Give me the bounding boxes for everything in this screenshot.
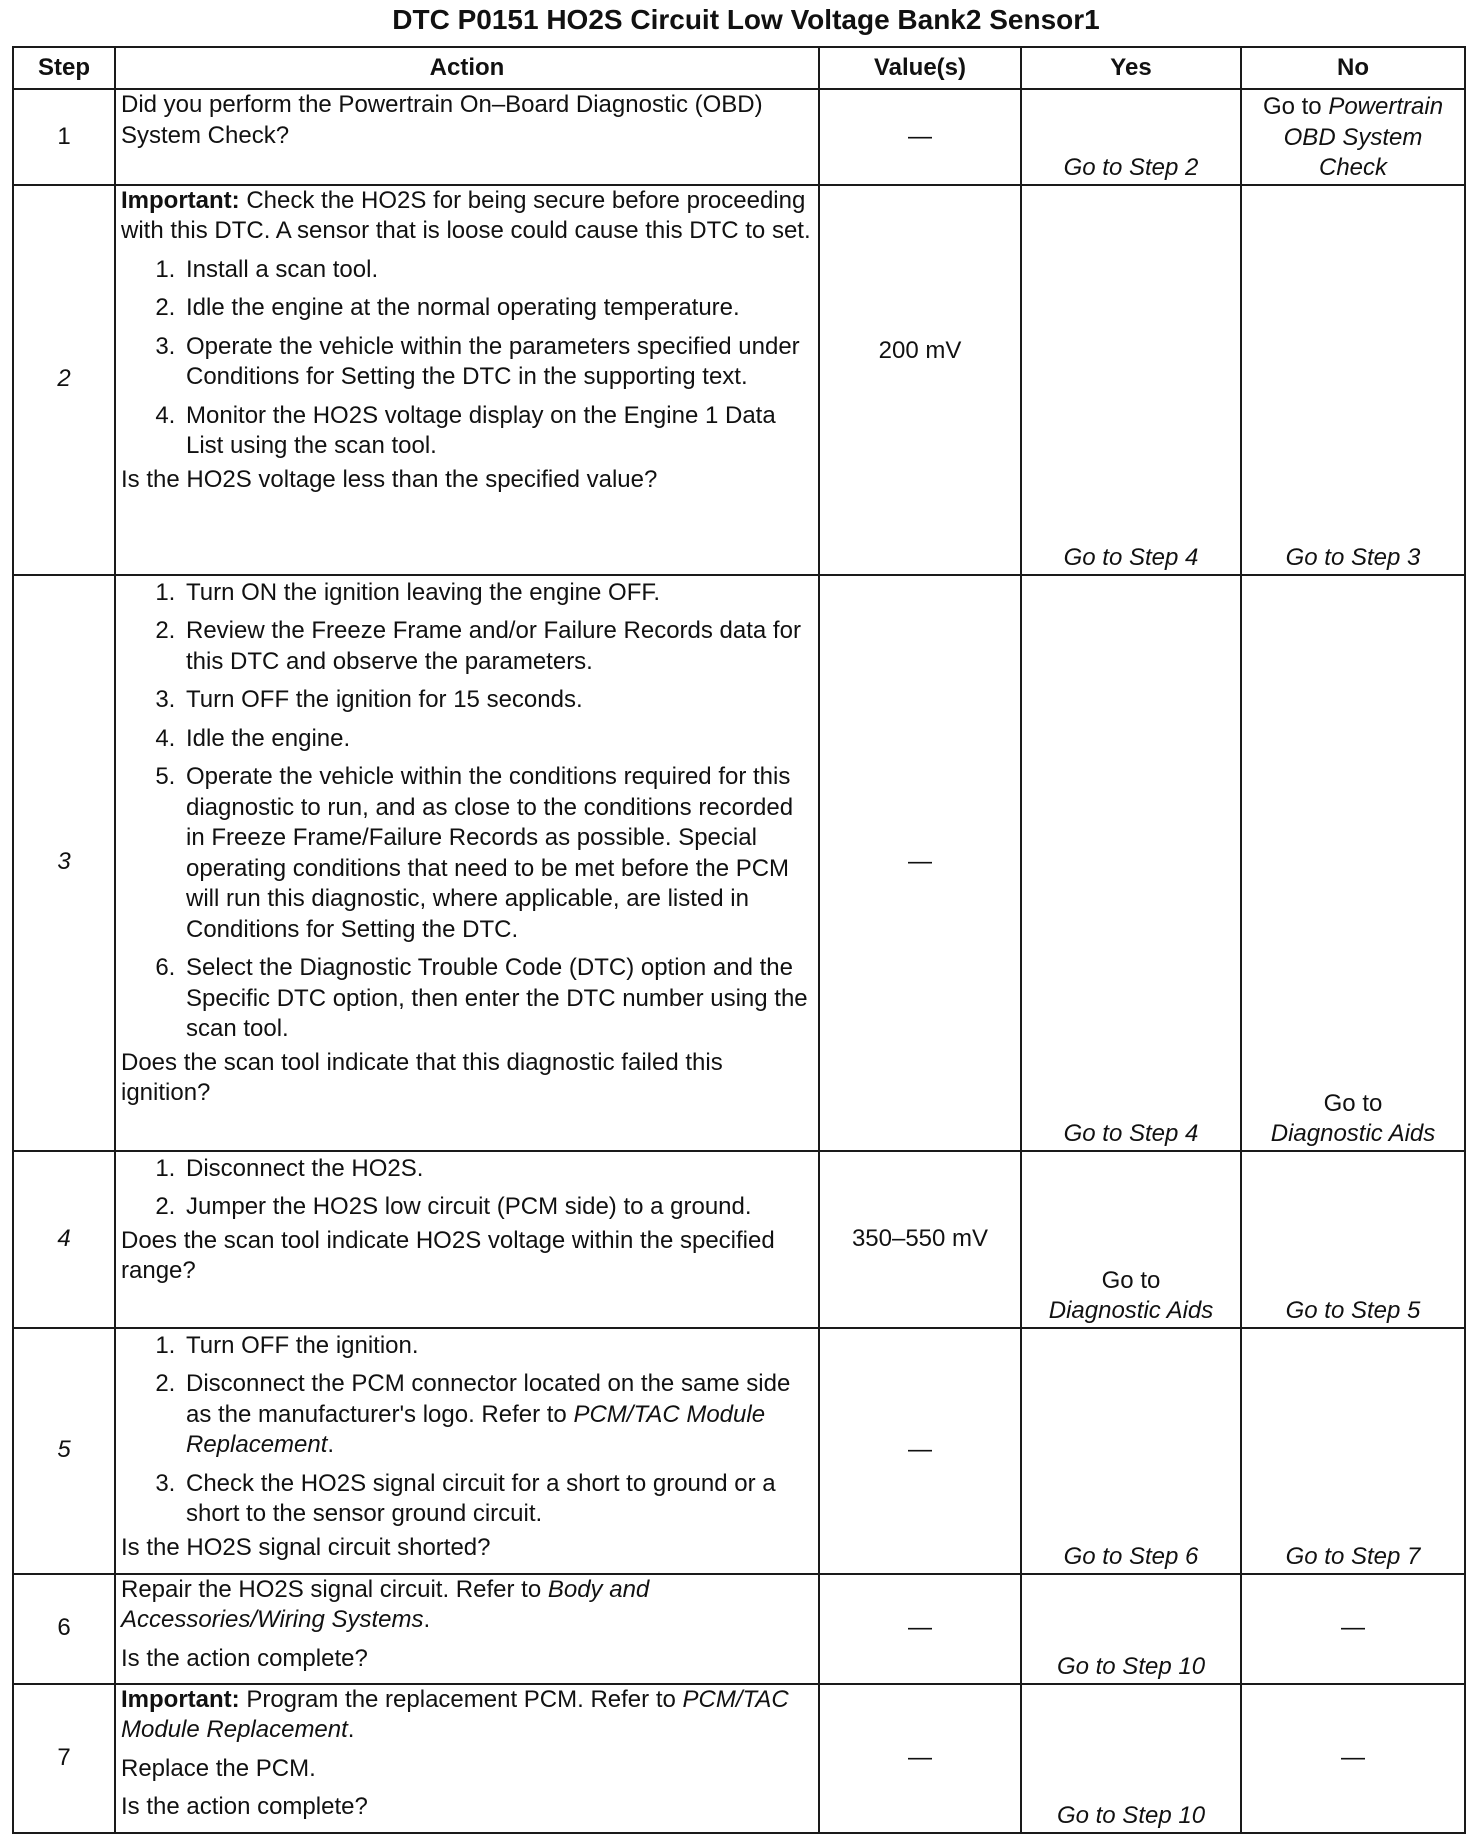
value-cell: — [819, 89, 1021, 185]
reference-link[interactable]: Body and Accessories/Wiring Systems [121, 1575, 650, 1633]
instruction-text: Repair the HO2S signal circuit. Refer to [121, 1575, 548, 1603]
yes-cell: Go to Step 10 [1021, 1574, 1241, 1684]
table-row-step-2 [13, 185, 1465, 575]
value-cell: — [819, 575, 1021, 1151]
procedure-list [121, 1331, 813, 1530]
list-item [182, 1369, 813, 1461]
table-row-step-4 [13, 1151, 1465, 1328]
list-item: 4. Monitor the HO2S voltage display on the Engine 1 Data List using the scan tool. [182, 401, 813, 462]
yes-link[interactable]: Diagnostic Aids [1048, 1297, 1214, 1324]
value-cell: 350–550 mV [819, 1151, 1021, 1328]
step-number: 6 [13, 1574, 115, 1684]
important-text: Program the replacement PCM. Refer to [239, 1685, 683, 1713]
action-question: Is the HO2S voltage less than the specified value? [121, 465, 658, 493]
header-values: Value(s) [819, 47, 1021, 89]
table-row-step-1 [13, 89, 1465, 185]
header-action: Action [115, 47, 819, 89]
action-instruction [121, 1575, 813, 1636]
procedure-list [121, 1154, 813, 1223]
no-cell: Go to Step 7 [1241, 1328, 1465, 1574]
action-question: Is the HO2S signal circuit shorted? [121, 1533, 491, 1561]
important-text: Check the HO2S for being secure before proceeding with this DTC. A sensor that is loose could cause this DTC to set. [121, 186, 811, 244]
value-cell: 200 mV [819, 185, 1021, 575]
list-item: 3. Turn OFF the ignition for 15 seconds. [182, 685, 813, 716]
important-label: Important: [121, 186, 240, 214]
action-cell [115, 185, 819, 575]
no-cell: — [1241, 1684, 1465, 1833]
value-cell: — [819, 1574, 1021, 1684]
no-link[interactable]: Powertrain OBD System Check [1283, 93, 1444, 181]
list-item: 1. Turn ON the ignition leaving the engine OFF. [182, 578, 813, 609]
instruction-end: . [423, 1606, 431, 1633]
yes-cell: Go to Step 2 [1021, 89, 1241, 185]
important-note [121, 186, 813, 247]
no-cell: — [1241, 1574, 1465, 1684]
table-header-row [13, 47, 1465, 89]
header-yes: Yes [1021, 47, 1241, 89]
value-cell: — [819, 1328, 1021, 1574]
yes-prefix: Go to [1101, 1266, 1161, 1294]
list-item-text: Disconnect the PCM connector located on the same side as the manufacturer's logo. Refer to [186, 1370, 791, 1428]
page-title: DTC P0151 HO2S Circuit Low Voltage Bank2 Sensor1 [392, 4, 1100, 35]
list-item: 3. Check the HO2S signal circuit for a short to ground or a short to the sensor ground circuit. [182, 1469, 813, 1530]
step-number: 3 [13, 575, 115, 1151]
action-cell [115, 1684, 819, 1833]
no-cell: Go to Step 5 [1241, 1151, 1465, 1328]
list-item: 1. Turn OFF the ignition. [182, 1331, 813, 1362]
list-item: 2. Review the Freeze Frame and/or Failure Records data for this DTC and observe the parameters. [182, 616, 813, 677]
no-cell [1241, 575, 1465, 1151]
important-end: . [347, 1716, 355, 1743]
reference-link[interactable]: PCM/TAC Module Replacement [186, 1400, 766, 1458]
table-row-step-3 [13, 575, 1465, 1151]
procedure-list [121, 255, 813, 462]
step-number: 5 [13, 1328, 115, 1574]
yes-cell: Go to Step 4 [1021, 185, 1241, 575]
list-item: 2. Jumper the HO2S low circuit (PCM side) to a ground. [182, 1192, 813, 1223]
action-cell [115, 1574, 819, 1684]
important-note [121, 1685, 813, 1746]
yes-cell [1021, 1151, 1241, 1328]
reference-link[interactable]: PCM/TAC Module Replacement [121, 1685, 789, 1743]
procedure-list [121, 578, 813, 1045]
action-question: Does the scan tool indicate HO2S voltage within the specified range? [121, 1226, 775, 1284]
action-instruction: Replace the PCM. [121, 1754, 316, 1782]
yes-cell: Go to Step 4 [1021, 575, 1241, 1151]
step-number: 7 [13, 1684, 115, 1833]
no-prefix: Go to [1323, 1089, 1383, 1117]
action-cell [115, 1151, 819, 1328]
important-label: Important: [121, 1685, 240, 1713]
action-cell [115, 1328, 819, 1574]
list-item: 4. Idle the engine. [182, 724, 813, 755]
table-row-step-7 [13, 1684, 1465, 1833]
value-cell: — [819, 1684, 1021, 1833]
header-no: No [1241, 47, 1465, 89]
diagnostic-table [12, 46, 1466, 1834]
table-row-step-6 [13, 1574, 1465, 1684]
step-number: 4 [13, 1151, 115, 1328]
yes-cell: Go to Step 6 [1021, 1328, 1241, 1574]
list-item: 1. Disconnect the HO2S. [182, 1154, 813, 1185]
header-step: Step [13, 47, 115, 89]
step-number: 1 [13, 89, 115, 185]
list-item: 2. Idle the engine at the normal operating temperature. [182, 293, 813, 324]
no-prefix: Go to [1262, 93, 1322, 120]
step-number: 2 [13, 185, 115, 575]
action-cell [115, 575, 819, 1151]
list-item: 5. Operate the vehicle within the conditions required for this diagnostic to run, and as close to the conditions recorded in Freeze Frame/Failure Records as possible. Special operating conditions that need to be met before the PCM will run this diagnostic, where applicable, are listed in Conditions for Setting the DTC. [182, 762, 813, 945]
yes-cell: Go to Step 10 [1021, 1684, 1241, 1833]
list-item: 3. Operate the vehicle within the parameters specified under Conditions for Setting the DTC in the supporting text. [182, 332, 813, 393]
list-item: 1. Install a scan tool. [182, 255, 813, 286]
action-question: Did you perform the Powertrain On–Board Diagnostic (OBD) System Check? [121, 91, 763, 149]
action-question: Is the action complete? [121, 1793, 368, 1820]
table-row-step-5 [13, 1328, 1465, 1574]
no-link[interactable]: Diagnostic Aids [1270, 1120, 1436, 1147]
list-item-end: . [327, 1431, 335, 1458]
no-cell: Go to Step 3 [1241, 185, 1465, 575]
action-cell [115, 89, 819, 185]
action-question: Is the action complete? [121, 1644, 368, 1672]
list-item: 6. Select the Diagnostic Trouble Code (DTC) option and the Specific DTC option, then enter the DTC number using the scan tool. [182, 953, 813, 1045]
no-cell [1241, 89, 1465, 185]
action-question: Does the scan tool indicate that this diagnostic failed this ignition? [121, 1048, 723, 1106]
